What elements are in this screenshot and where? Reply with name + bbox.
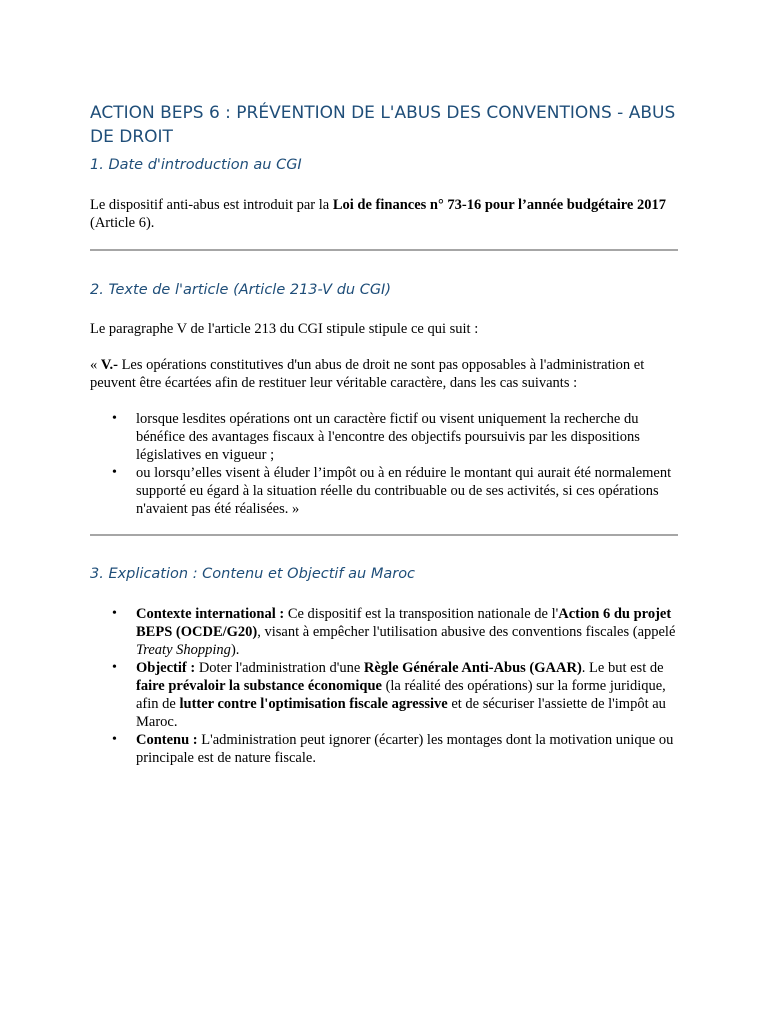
section-3-heading: 3. Explication : Contenu et Objectif au Maroc [90,566,416,582]
list-item [90,464,680,518]
item-emphasis: lutter contre l'optimisation fiscale agressive [179,696,448,712]
item-italic: Treaty Shopping [136,642,231,658]
item-emphasis: Action 6 du projet BEPS (OCDE/G20) [136,606,672,640]
item-text: (la réalité des opérations) sur la forme juridique, afin de [136,678,666,712]
section-2-intro: Le paragraphe V de l'article 213 du CGI stipule stipule ce qui suit : [90,321,479,337]
quote-paragraph-number: V.- [100,357,118,373]
section-1-law-reference: Loi de finances n° 73-16 pour l’année budgétaire 2017 [332,197,666,213]
quote-text: Les opérations constitutives d'un abus de droit ne sont pas opposables à l'administration et peuvent être écartées afin de restituer leur véritable caractère, dans les cas suivants : [90,357,645,391]
article-cases-list [90,410,680,518]
section-1-heading: 1. Date d'introduction au CGI [90,157,302,173]
item-emphasis: faire prévaloir la substance économique [136,678,382,694]
item-text: , visant à empêcher l'utilisation abusive des conventions fiscales (appelé [257,624,676,640]
article-quote [90,356,680,392]
item-text: Ce dispositif est la transposition nationale de l' [284,606,559,622]
quote-open: « [90,357,101,373]
item-label: Contenu : [136,732,198,748]
divider-1 [90,249,678,251]
section-2-heading: 2. Texte de l'article (Article 213-V du CGI) [90,282,391,298]
document-title: ACTION BEPS 6 : PRÉVENTION DE L'ABUS DES CONVENTIONS - ABUS DE DROIT [90,103,676,147]
section-1-article: (Article 6). [90,215,155,231]
bullet-icon: • [112,606,117,621]
bullet-icon: • [112,732,117,747]
bullet-icon: • [112,411,117,426]
case-text: lorsque lesdites opérations ont un caractère fictif ou visent uniquement la recherche du bénéfice des avantages fiscaux à l'encontre des objectifs poursuivis par les dispositions législatives en vigueur ; [136,411,640,463]
item-text: Doter l'administration d'une [195,660,364,676]
item-label: Objectif : [136,660,196,676]
item-text: ). [230,642,240,658]
list-item-content [90,731,680,767]
explanation-list [90,605,680,767]
bullet-icon: • [112,660,117,675]
divider-2 [90,534,678,536]
item-emphasis: Règle Générale Anti-Abus (GAAR) [363,660,582,676]
item-text: L'administration peut ignorer (écarter) les montages dont la motivation unique ou principale est de nature fiscale. [136,732,674,766]
case-text: ou lorsqu’elles visent à éluder l’impôt ou à en réduire le montant qui aurait été normalement supporté eu égard à la situation réelle du contribuable ou de ses activités, si ces opérations n'avaient pas été réalisées. » [136,465,672,517]
item-text: et de sécuriser l'assiette de l'impôt au Maroc. [136,696,666,730]
section-1-text: Le dispositif anti-abus est introduit par la [90,197,333,213]
bullet-icon: • [112,465,117,480]
list-item [90,410,680,464]
list-item-objective [90,659,680,731]
list-item-context [90,605,680,659]
item-label: Contexte international : [136,606,285,622]
section-1-paragraph [90,196,680,232]
item-text: . Le but est de [581,660,664,676]
